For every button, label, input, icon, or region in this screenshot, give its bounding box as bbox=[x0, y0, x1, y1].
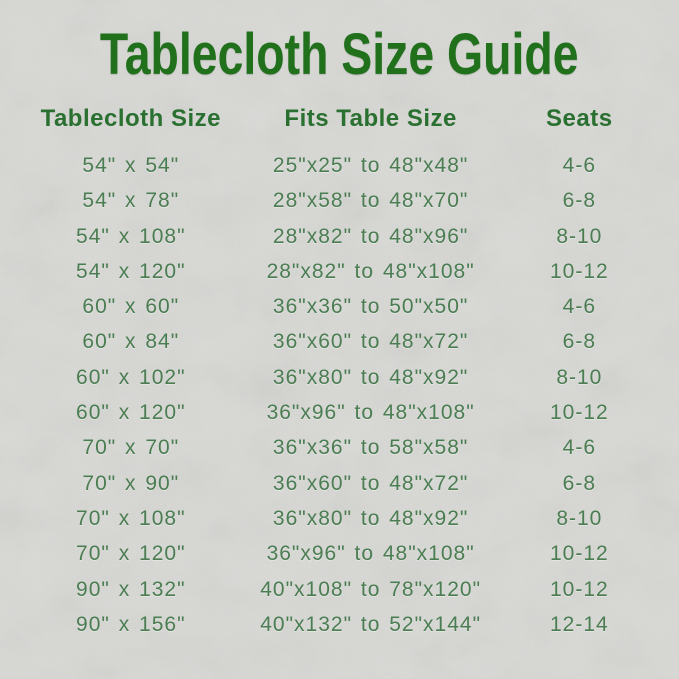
page-title bbox=[0, 10, 679, 98]
cell-seats: 8-10 bbox=[556, 506, 603, 530]
table-row bbox=[28, 572, 651, 607]
cell-fits-table-size: 36"x96" to 48"x108" bbox=[266, 542, 475, 566]
table-body bbox=[28, 148, 651, 642]
cell-fits-table-size: 40"x132" to 52"x144" bbox=[260, 612, 482, 636]
cell-tablecloth-size: 60" x 120" bbox=[76, 401, 186, 425]
cell-fits-table-size: 36"x36" to 58"x58" bbox=[272, 436, 469, 460]
cell-seats: 10-12 bbox=[549, 542, 609, 566]
table-row bbox=[28, 395, 651, 430]
cell-fits-table-size: 36"x96" to 48"x108" bbox=[266, 401, 475, 425]
cell-seats: 6-8 bbox=[562, 330, 596, 354]
table-row bbox=[28, 536, 651, 571]
cell-fits-table-size: 28"x58" to 48"x70" bbox=[272, 189, 469, 213]
cell-fits-table-size: 25"x25" to 48"x48" bbox=[272, 154, 469, 177]
cell-seats: 6-8 bbox=[562, 189, 596, 213]
table-row bbox=[28, 607, 651, 642]
table-row bbox=[28, 254, 651, 289]
cell-seats: 4-6 bbox=[562, 295, 596, 319]
cell-seats: 10-12 bbox=[549, 401, 609, 425]
cell-seats: 4-6 bbox=[562, 436, 596, 460]
cell-tablecloth-size: 90" x 156" bbox=[76, 612, 186, 636]
column-header-seats: Seats bbox=[546, 105, 613, 132]
size-guide-table bbox=[0, 104, 679, 642]
cell-fits-table-size: 28"x82" to 48"x96" bbox=[272, 224, 469, 248]
cell-tablecloth-size: 54" x 120" bbox=[76, 259, 186, 283]
page-title-text: Tablecloth Size Guide bbox=[100, 21, 579, 87]
cell-seats: 8-10 bbox=[556, 365, 603, 389]
table-row bbox=[28, 289, 651, 324]
cell-fits-table-size: 36"x60" to 48"x72" bbox=[272, 330, 469, 354]
table-row bbox=[28, 360, 651, 395]
cell-tablecloth-size: 60" x 60" bbox=[82, 295, 180, 319]
cell-fits-table-size: 40"x108" to 78"x120" bbox=[260, 577, 482, 601]
cell-tablecloth-size: 70" x 70" bbox=[82, 436, 180, 460]
cell-seats: 12-14 bbox=[549, 612, 609, 636]
cell-seats: 10-12 bbox=[549, 577, 609, 601]
cell-seats: 8-10 bbox=[556, 224, 603, 248]
table-row bbox=[28, 148, 651, 183]
cell-seats: 10-12 bbox=[549, 259, 609, 283]
table-header-row bbox=[28, 104, 651, 134]
cell-fits-table-size: 36"x80" to 48"x92" bbox=[272, 506, 469, 530]
cell-fits-table-size: 36"x60" to 48"x72" bbox=[272, 471, 469, 495]
cell-fits-table-size: 36"x36" to 50"x50" bbox=[272, 295, 469, 319]
cell-tablecloth-size: 54" x 78" bbox=[82, 189, 180, 213]
cell-tablecloth-size: 70" x 120" bbox=[76, 542, 186, 566]
cell-tablecloth-size: 70" x 108" bbox=[76, 506, 186, 530]
cell-tablecloth-size: 54" x 108" bbox=[76, 224, 186, 248]
cell-fits-table-size: 36"x80" to 48"x92" bbox=[272, 365, 469, 389]
cell-fits-table-size: 28"x82" to 48"x108" bbox=[266, 259, 475, 283]
table-row bbox=[28, 430, 651, 465]
cell-seats: 4-6 bbox=[562, 154, 596, 177]
table-row bbox=[28, 183, 651, 218]
column-header-tablecloth-size: Tablecloth Size bbox=[40, 105, 221, 132]
cell-seats: 6-8 bbox=[562, 471, 596, 495]
table-row bbox=[28, 466, 651, 501]
table-row bbox=[28, 501, 651, 536]
cell-tablecloth-size: 60" x 84" bbox=[82, 330, 180, 354]
cell-tablecloth-size: 54" x 54" bbox=[82, 154, 180, 177]
cell-tablecloth-size: 60" x 102" bbox=[76, 365, 186, 389]
table-row bbox=[28, 324, 651, 359]
column-header-fits-table-size: Fits Table Size bbox=[284, 105, 457, 132]
cell-tablecloth-size: 90" x 132" bbox=[76, 577, 186, 601]
table-row bbox=[28, 219, 651, 254]
cell-tablecloth-size: 70" x 90" bbox=[82, 471, 180, 495]
